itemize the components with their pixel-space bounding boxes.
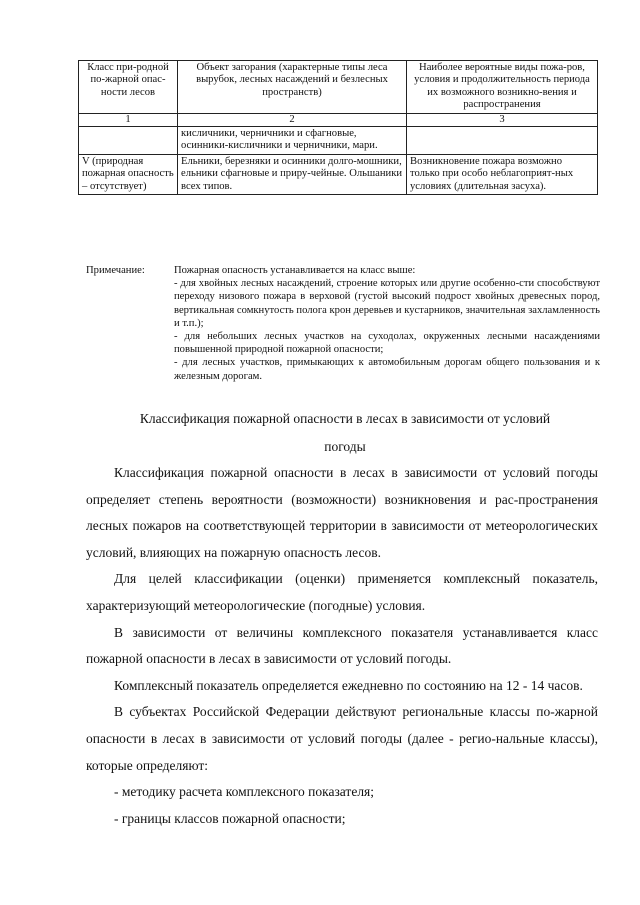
table-row [79, 154, 598, 194]
body-paragraph: Классификация пожарной опасности в лесах в зависимости от условий погоды определяет степень вероятности (возможности) возникновения и рас-пространения лесных пожаров на соответствующей территории в зависимости от метеорологических условий, влияющих на пожарную опасность лесов. [86, 465, 598, 560]
note-item: - для хвойных лесных насаждений, строение которых или другие особенно-сти способствуют переходу низового пожара в верховой (густой высокий подрост хвойных древесных пород, вертикальная сомкнутость полога крон деревьев и кустарников, значительная захламленность и т.п.); [174, 278, 600, 329]
table-cell-class: V (природная пожарная опасность – отсутствует) [79, 154, 178, 194]
section-heading-line2: погоды [324, 439, 366, 454]
table-cell-object: Ельники, березняки и осинники долго-мошники, ельники сфагновые и приру-чейные. Ольшаники всех типов. [178, 154, 407, 194]
note-intro: Пожарная опасность устанавливается на класс выше: [174, 265, 416, 276]
body-paragraph: Комплексный показатель определяется ежедневно по состоянию на 12 - 14 часов. [114, 677, 583, 693]
body-paragraph: В субъектах Российской Федерации действуют региональные классы по-жарной опасности в лесах в зависимости от условий погоды (далее - регио-нальные классы), которые определяют: [86, 704, 598, 773]
body-list-item: - границы классов пожарной опасности; [114, 810, 346, 826]
note-body [174, 264, 600, 383]
section-body [86, 460, 598, 832]
body-paragraph: Для целей классификации (оценки) применяется комплексный показатель, характеризующий метеорологические (погодные) условия. [86, 571, 598, 613]
table-number-row [79, 113, 598, 126]
table-header-class: Класс при-родной по-жарной опас-ности лесов [79, 61, 178, 114]
table-row [79, 127, 598, 155]
note-label: Примечание: [86, 265, 145, 276]
table-cell-fires: Возникновение пожара возможно только при особо неблагоприят-ных условиях (длительная засуха). [407, 154, 598, 194]
body-paragraph: В зависимости от величины комплексного показателя устанавливается класс пожарной опасности в лесах в зависимости от условий погоды. [86, 624, 598, 667]
table-col-number: 3 [407, 113, 598, 126]
table-cell-class [79, 127, 178, 155]
table-cell-object: кисличники, черничники и сфагновые, осинники-кисличники и черничники, мари. [178, 127, 407, 155]
table-header-object: Объект загорания (характерные типы леса вырубок, лесных насаждений и безлесных пространств) [178, 61, 407, 114]
table-col-number: 2 [178, 113, 407, 126]
body-list-item: - методику расчета комплексного показателя; [114, 784, 375, 800]
section-heading-line1: Классификация пожарной опасности в лесах в зависимости от условий [139, 411, 551, 426]
table-cell-fires [407, 127, 598, 155]
fire-danger-table [78, 60, 598, 195]
table-header-row [79, 61, 598, 114]
table-col-number: 1 [79, 113, 178, 126]
table-header-fires: Наиболее вероятные виды пожа-ров, условия и продолжительность периода их возможного возникно-вения и распространения [407, 61, 598, 114]
note-item: - для лесных участков, примыкающих к автомобильным дорогам общего пользования и к железным дорогам. [174, 357, 600, 382]
note-item: - для небольших лесных участков на суходолах, окруженных лесными насаждениями повышенной природной пожарной опасности; [174, 331, 600, 356]
